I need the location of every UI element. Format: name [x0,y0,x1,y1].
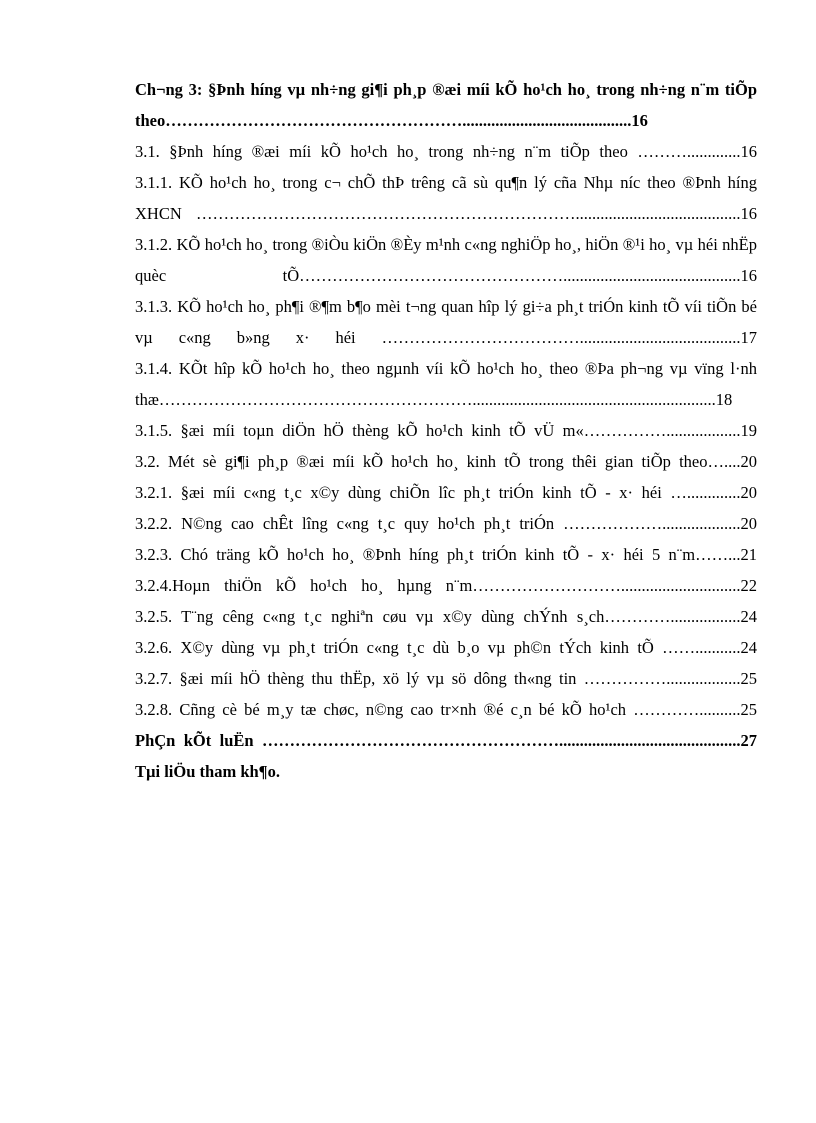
toc-entry: 3.2.7. §æi míi hÖ thèng thu thËp, xö lý vµ sö dông th«ng tin ……………..................25 [135,669,757,688]
toc-entry-references: Tµi liÖu tham kh¶o. [135,762,280,781]
toc-entry: 3.2.6. X©y dùng vµ ph¸t triÓn c«ng t¸c dù b¸o vµ ph©n tÝch kinh tÕ ……...........24 [135,638,757,657]
toc-entry: Ch¬ng 3: §Þnh híng vµ nh÷ng gi¶i ph¸p ®æi míi kÕ ho¹ch ho¸ trong nh÷ng n¨m tiÕp theo……………………………………………….........................................16 [135,80,757,130]
toc-entry: 3.1.3. KÕ ho¹ch ho¸ ph¶i ®¶m b¶o mèi t¬ng quan hîp lý gi÷a ph¸t triÓn kinh tÕ víi tiÕn bé vµ c«ng b»ng x· héi ……………………………….......................................17 [135,297,757,347]
toc-entry-conclusion: PhÇn kÕt luËn ………………………………………………............................................27 [135,731,757,750]
toc-entry: 3.1. §Þnh híng ®æi míi kÕ ho¹ch ho¸ trong nh÷ng n¨m tiÕp theo ……….............16 [135,142,757,161]
toc-entry: 3.2.4.Hoµn thiÖn kÕ ho¹ch ho¸ hµng n¨m……………………….............................22 [135,576,757,595]
toc-entry: 3.1.5. §æi míi toµn diÖn hÖ thèng kÕ ho¹ch kinh tÕ vÜ m«……………..................19 [135,421,757,440]
toc-entry: 3.2.3. Chó träng kÕ ho¹ch ho¸ ®Þnh híng ph¸t triÓn kinh tÕ - x· héi 5 n¨m……...21 [135,545,757,564]
toc-entry: 3.2. Mét sè gi¶i ph¸p ®æi míi kÕ ho¹ch ho¸ kinh tÕ trong thêi gian tiÕp theo…....20 [135,452,757,471]
toc-entry: 3.2.1. §æi míi c«ng t¸c x©y dùng chiÕn lîc ph¸t triÓn kinh tÕ - x· héi ….............20 [135,483,757,502]
toc-entry: 3.2.5. T¨ng cêng c«ng t¸c nghiªn cøu vµ x©y dùng chÝnh s¸ch………….................24 [135,607,757,626]
toc-entry: 3.1.1. KÕ ho¹ch ho¸ trong c¬ chÕ thÞ trêng cã sù qu¶n lý cña Nhµ níc theo ®Þnh híng XHCN ……………………………………………………………........................................16 [135,173,757,223]
toc-entry: 3.2.2. N©ng cao chÊt lîng c«ng t¸c quy ho¹ch ph¸t triÓn ………………...................20 [135,514,757,533]
toc-entry: 3.1.2. KÕ ho¹ch ho¸ trong ®iÒu kiÖn ®Èy m¹nh c«ng nghiÖp ho¸, hiÖn ®¹i ho¸ vµ héi nhËp quèc tÕ…………………………………………...........................................16 [135,235,757,285]
toc-entry: 3.1.4. KÕt hîp kÕ ho¹ch ho¸ theo ngµnh víi kÕ ho¹ch ho¸ theo ®Þa ph¬ng vµ vïng l·nh thæ…………………………………………………...........................................................18 [135,359,757,409]
table-of-contents [135,74,757,787]
toc-entry: 3.2.8. Cñng cè bé m¸y tæ chøc, n©ng cao tr×nh ®é c¸n bé kÕ ho¹ch …………..........25 [135,700,757,719]
